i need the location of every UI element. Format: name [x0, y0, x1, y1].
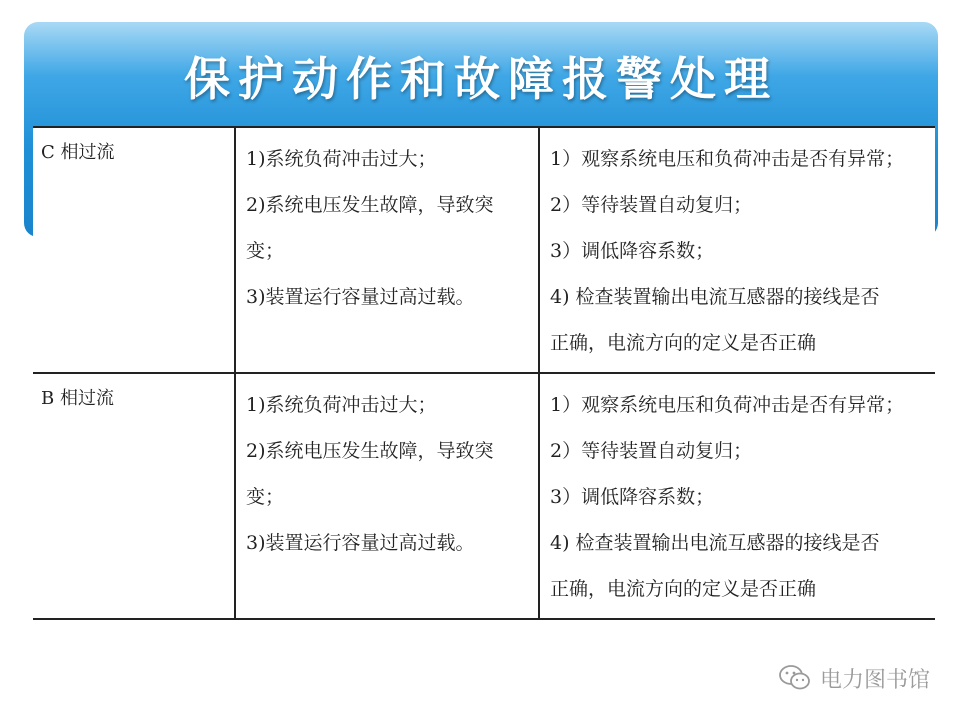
wechat-icon — [778, 664, 812, 692]
action-line: 3）调低降容系数； — [550, 486, 715, 508]
table-row-c-phase — [33, 127, 935, 373]
fault-causes-cell — [235, 373, 539, 619]
table-row-b-phase — [33, 373, 935, 619]
fault-name-cell: B 相过流 — [33, 373, 235, 619]
action-line: 1）观察系统电压和负荷冲击是否有异常； — [550, 148, 905, 170]
fault-causes-cell — [235, 127, 539, 373]
cause-line: 2)系统电压发生故障，导致突 — [246, 440, 494, 462]
action-line: 正确，电流方向的定义是否正确 — [550, 332, 817, 354]
action-line: 正确，电流方向的定义是否正确 — [550, 578, 817, 600]
action-line: 1）观察系统电压和负荷冲击是否有异常； — [550, 394, 905, 416]
fault-table — [33, 126, 935, 620]
fault-actions-cell — [539, 373, 935, 619]
cause-line: 3)装置运行容量过高过载。 — [246, 532, 475, 554]
fault-name-cell: C 相过流 — [33, 127, 235, 373]
watermark-text: 电力图书馆 — [819, 667, 930, 693]
slide-title: 保护动作和故障报警处理 — [184, 52, 778, 106]
action-line: 4) 检查装置输出电流互感器的接线是否 — [550, 286, 880, 308]
cause-line: 3)装置运行容量过高过载。 — [246, 286, 475, 308]
cause-line: 变； — [246, 240, 285, 262]
fault-actions-cell — [539, 127, 935, 373]
watermark — [778, 662, 930, 694]
cause-line: 1)系统负荷冲击过大； — [246, 148, 437, 170]
fault-table-container — [33, 126, 935, 620]
cause-line: 2)系统电压发生故障，导致突 — [246, 194, 494, 216]
action-line: 2）等待装置自动复归； — [550, 194, 753, 216]
action-line: 3）调低降容系数； — [550, 240, 715, 262]
cause-line: 1)系统负荷冲击过大； — [246, 394, 437, 416]
action-line: 4) 检查装置输出电流互感器的接线是否 — [550, 532, 880, 554]
cause-line: 变； — [246, 486, 285, 508]
action-line: 2）等待装置自动复归； — [550, 440, 753, 462]
